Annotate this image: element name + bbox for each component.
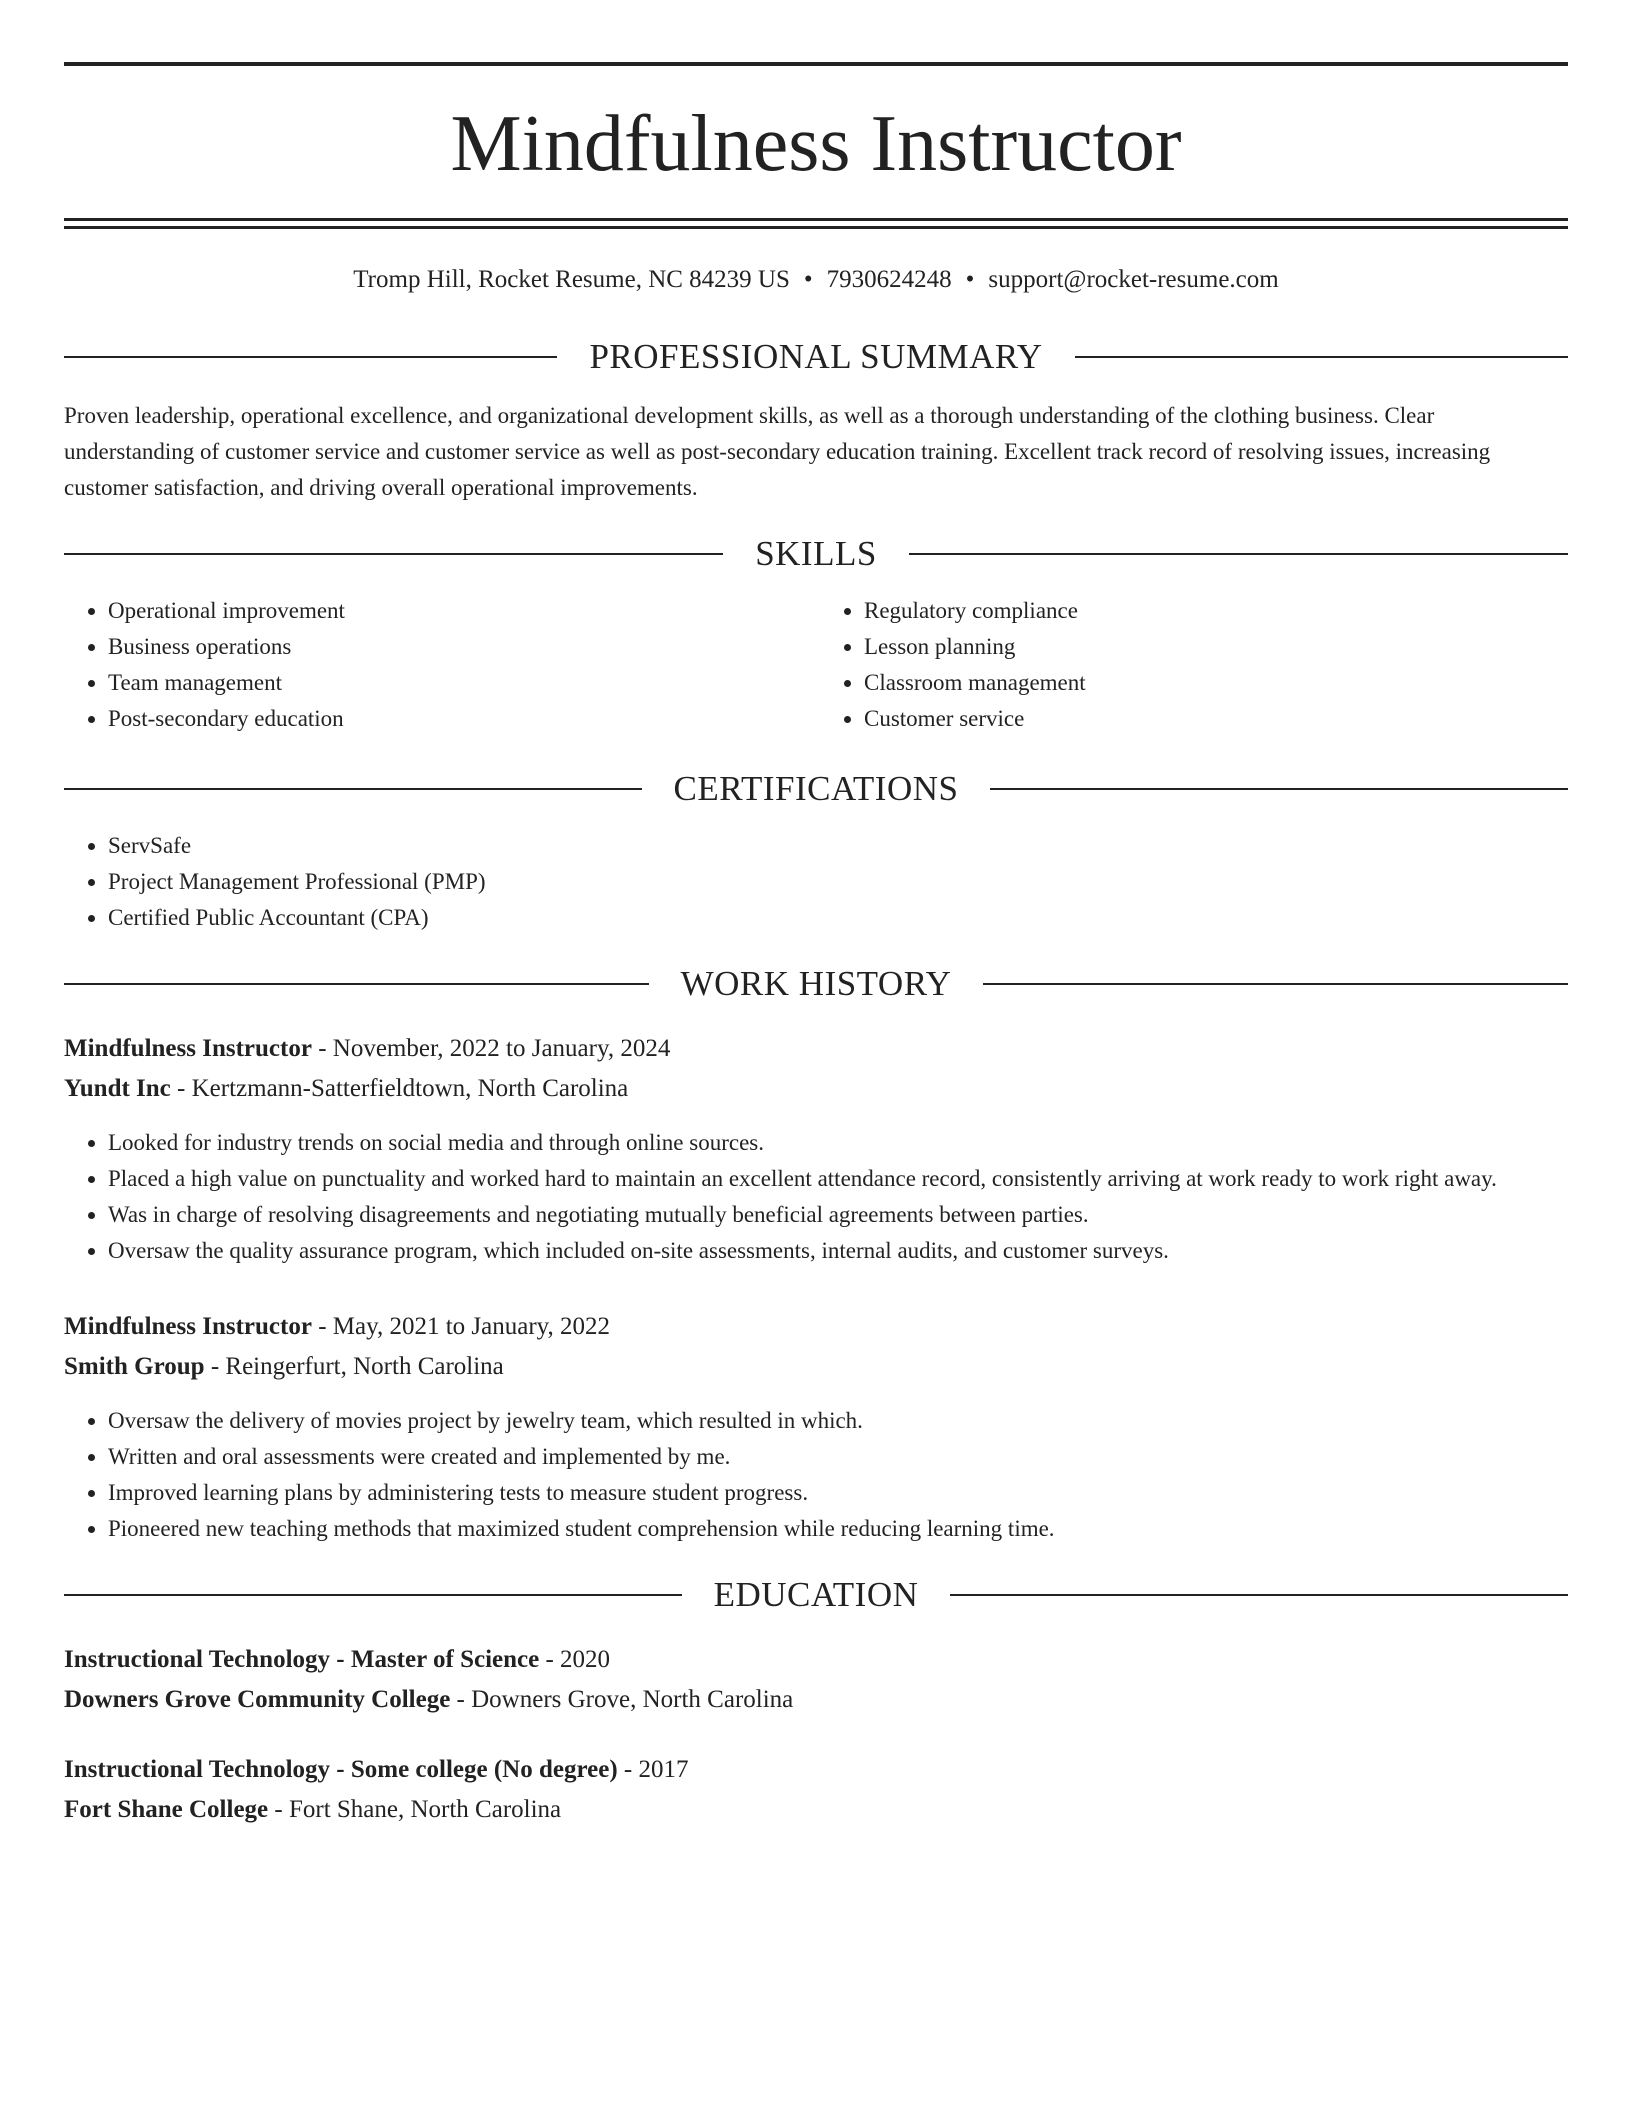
section-heading-certifications <box>64 771 1568 806</box>
education-entry <box>64 1640 1568 1720</box>
education-year: - 2017 <box>617 1756 689 1783</box>
education-degree-line <box>64 1750 1568 1790</box>
education-entry <box>64 1750 1568 1830</box>
section-heading-summary <box>64 339 1568 374</box>
contact-separator: • <box>803 266 813 293</box>
skill-item: • Customer service <box>864 701 1568 737</box>
heading-rule <box>950 1594 1568 1596</box>
skill-item: • Business operations <box>108 629 812 665</box>
education-school-line <box>64 1790 1568 1830</box>
education-location: - Downers Grove, North Carolina <box>450 1686 794 1713</box>
job-title-line <box>64 1307 1568 1347</box>
education-school: Fort Shane College <box>64 1796 269 1823</box>
job-duty: • Improved learning plans by administering tests to measure student progress. <box>108 1475 1568 1511</box>
section-title: PROFESSIONAL SUMMARY <box>589 337 1043 376</box>
job-title: Mindfulness Instructor <box>64 1035 312 1062</box>
summary-text: Proven leadership, operational excellence, and organizational development skills, as well as a thorough understanding of the clothing business. Clear understanding of customer service and customer service as well as post-secondary education training. Excellent track record of resolving issues, increasing customer satisfaction, and driving overall operational improvements. <box>64 403 1491 500</box>
skills-list-left <box>64 593 812 737</box>
job-duties-list <box>64 1125 1568 1269</box>
education-school: Downers Grove Community College <box>64 1686 451 1713</box>
skill-item: • Classroom management <box>864 665 1568 701</box>
job-company-line <box>64 1347 1568 1387</box>
education-degree: Instructional Technology - Master of Science <box>64 1646 540 1673</box>
heading-rule <box>909 553 1568 555</box>
job-dates: - May, 2021 to January, 2022 <box>311 1313 611 1340</box>
education-year: - 2020 <box>539 1646 611 1673</box>
job-title: Mindfulness Instructor <box>64 1313 312 1340</box>
job-duty: • Oversaw the quality assurance program, which included on-site assessments, internal audits, and customer surveys. <box>108 1233 1568 1269</box>
skill-item: • Lesson planning <box>864 629 1568 665</box>
heading-rule <box>64 553 723 555</box>
certification-item: • Certified Public Accountant (CPA) <box>108 900 1568 936</box>
job-entry <box>64 1307 1568 1547</box>
skill-item: • Operational improvement <box>108 593 812 629</box>
resume-name: Mindfulness Instructor <box>450 100 1182 188</box>
job-duty: • Pioneered new teaching methods that maximized student comprehension while reducing learning time. <box>108 1511 1568 1547</box>
heading-rule <box>64 983 649 985</box>
section-title: CERTIFICATIONS <box>673 769 959 808</box>
section-heading-education <box>64 1577 1568 1612</box>
section-title: EDUCATION <box>713 1575 919 1614</box>
heading-rule <box>64 788 642 790</box>
job-location: - Reingerfurt, North Carolina <box>204 1353 504 1380</box>
education-degree-line <box>64 1640 1568 1680</box>
job-duties-list <box>64 1403 1568 1547</box>
job-company: Smith Group <box>64 1353 205 1380</box>
section-heading-work-history <box>64 966 1568 1001</box>
section-title: SKILLS <box>755 534 877 573</box>
skills-list-right <box>812 593 1568 737</box>
skills-grid <box>64 571 1568 737</box>
heading-rule <box>64 1594 682 1596</box>
job-duty: • Placed a high value on punctuality and worked hard to maintain an excellent attendance record, consistently arriving at work ready to work right away. <box>108 1161 1568 1197</box>
job-title-line <box>64 1029 1568 1069</box>
certification-item: • Project Management Professional (PMP) <box>108 864 1568 900</box>
certifications-list <box>64 828 1568 936</box>
heading-rule <box>1075 356 1568 358</box>
education-degree: Instructional Technology - Some college (No degree) <box>64 1756 618 1783</box>
contact-line <box>64 265 1568 295</box>
skill-item: • Post-secondary education <box>108 701 812 737</box>
job-dates: - November, 2022 to January, 2024 <box>311 1035 671 1062</box>
skill-item: • Team management <box>108 665 812 701</box>
education-school-line <box>64 1680 1568 1720</box>
job-duty: • Written and oral assessments were created and implemented by me. <box>108 1439 1568 1475</box>
heading-rule <box>990 788 1568 790</box>
skill-item: • Regulatory compliance <box>864 593 1568 629</box>
contact-email: support@rocket-resume.com <box>988 266 1279 293</box>
job-location: - Kertzmann-Satterfieldtown, North Carolina <box>170 1075 629 1102</box>
section-heading-skills <box>64 536 1568 571</box>
job-company-line <box>64 1069 1568 1109</box>
job-duty: • Oversaw the delivery of movies project by jewelry team, which resulted in which. <box>108 1403 1568 1439</box>
contact-phone: 7930624248 <box>826 266 952 293</box>
double-rule <box>64 218 1568 229</box>
education-location: - Fort Shane, North Carolina <box>268 1796 562 1823</box>
job-duty: • Looked for industry trends on social media and through online sources. <box>108 1125 1568 1161</box>
certification-item: • ServSafe <box>108 828 1568 864</box>
job-company: Yundt Inc <box>64 1075 171 1102</box>
heading-rule <box>64 356 557 358</box>
contact-address: Tromp Hill, Rocket Resume, NC 84239 US <box>353 266 790 293</box>
job-entry <box>64 1029 1568 1269</box>
section-title: WORK HISTORY <box>680 964 952 1003</box>
job-duty: • Was in charge of resolving disagreements and negotiating mutually beneficial agreements between parties. <box>108 1197 1568 1233</box>
contact-separator: • <box>965 266 975 293</box>
heading-rule <box>983 983 1568 985</box>
top-rule <box>64 62 1568 66</box>
